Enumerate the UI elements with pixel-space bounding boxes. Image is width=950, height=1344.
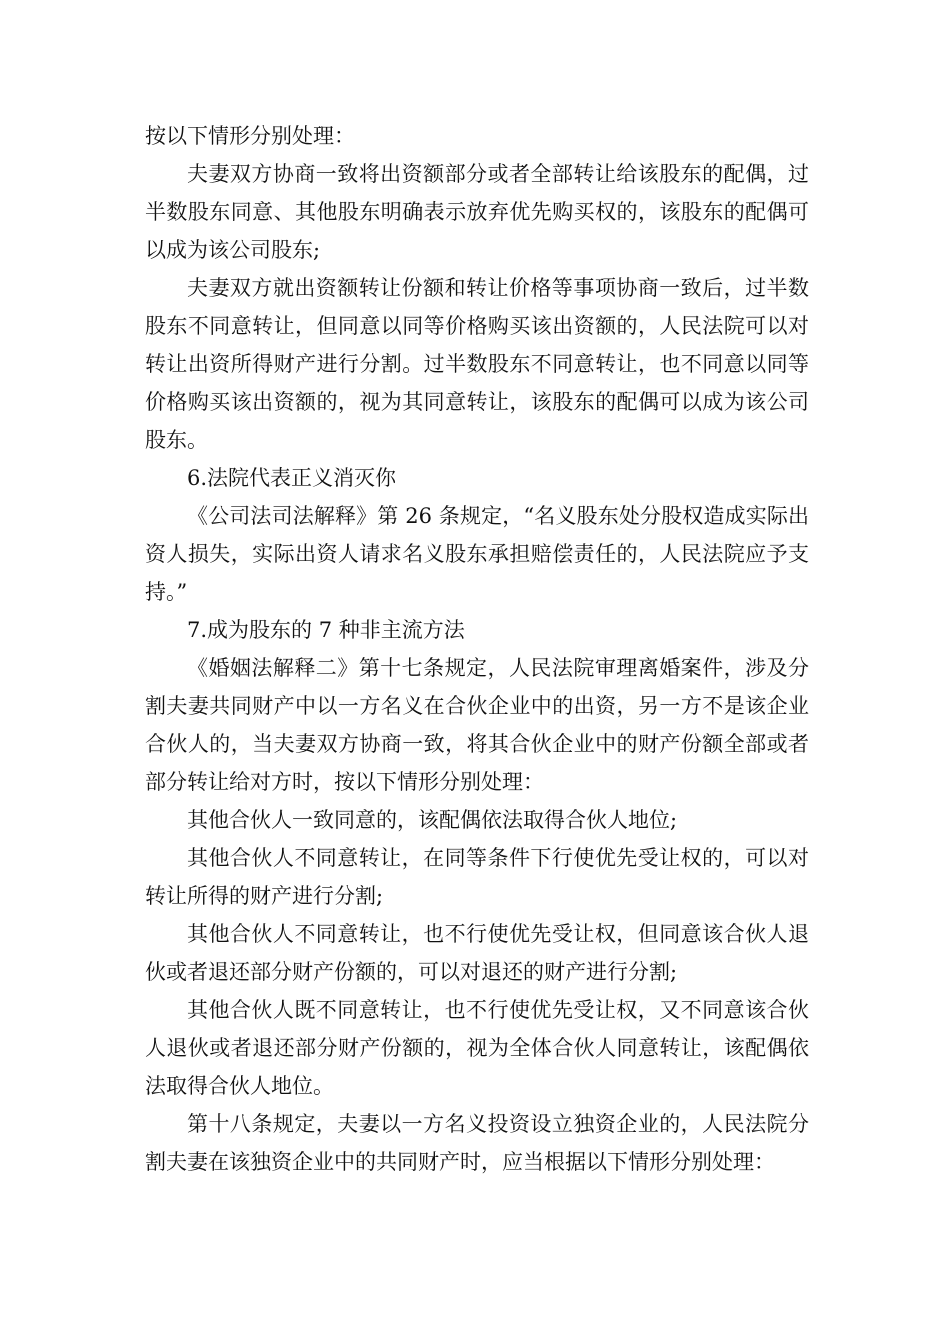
paragraph-1: 按以下情形分别处理： bbox=[145, 124, 355, 148]
section-heading-7: 7.成为股东的 7 种非主流方法 bbox=[187, 618, 465, 642]
paragraph-2: 夫妻双方协商一致将出资额部分或者全部转让给该股东的配偶，过半数股东同意、其他股东明确表示放弃优先购买权的，该股东的配偶可以成为该公司股东; bbox=[145, 162, 809, 262]
paragraph-7: 《婚姻法解释二》第十七条规定，人民法院审理离婚案件，涉及分割夫妻共同财产中以一方名义在合伙企业中的出资，另一方不是该企业合伙人的，当夫妻双方协商一致，将其合伙企业中的财产份额全部或者部分转让给对方时，按以下情形分别处理： bbox=[145, 656, 809, 794]
section-heading-6: 6.法院代表正义消灭你 bbox=[187, 466, 397, 490]
paragraph-8: 其他合伙人一致同意的，该配偶依法取得合伙人地位; bbox=[187, 808, 678, 832]
paragraph-5: 《公司法司法解释》第 26 条规定，“名义股东处分股权造成实际出资人损失，实际出资人请求名义股东承担赔偿责任的，人民法院应予支持。” bbox=[145, 504, 809, 604]
paragraph-10: 其他合伙人不同意转让，也不行使优先受让权，但同意该合伙人退伙或者退还部分财产份额的，可以对退还的财产进行分割; bbox=[145, 922, 809, 984]
paragraph-11: 其他合伙人既不同意转让，也不行使优先受让权，又不同意该合伙人退伙或者退还部分财产份额的，视为全体合伙人同意转让，该配偶依法取得合伙人地位。 bbox=[145, 998, 809, 1098]
paragraph-9: 其他合伙人不同意转让，在同等条件下行使优先受让权的，可以对转让所得的财产进行分割; bbox=[145, 846, 809, 908]
document-page bbox=[145, 117, 809, 1181]
paragraph-3: 夫妻双方就出资额转让份额和转让价格等事项协商一致后，过半数股东不同意转让，但同意以同等价格购买该出资额的，人民法院可以对转让出资所得财产进行分割。过半数股东不同意转让，也不同意以同等价格购买该出资额的，视为其同意转让，该股东的配偶可以成为该公司股东。 bbox=[145, 276, 809, 452]
paragraph-12: 第十八条规定，夫妻以一方名义投资设立独资企业的，人民法院分割夫妻在该独资企业中的共同财产时，应当根据以下情形分别处理： bbox=[145, 1112, 809, 1174]
